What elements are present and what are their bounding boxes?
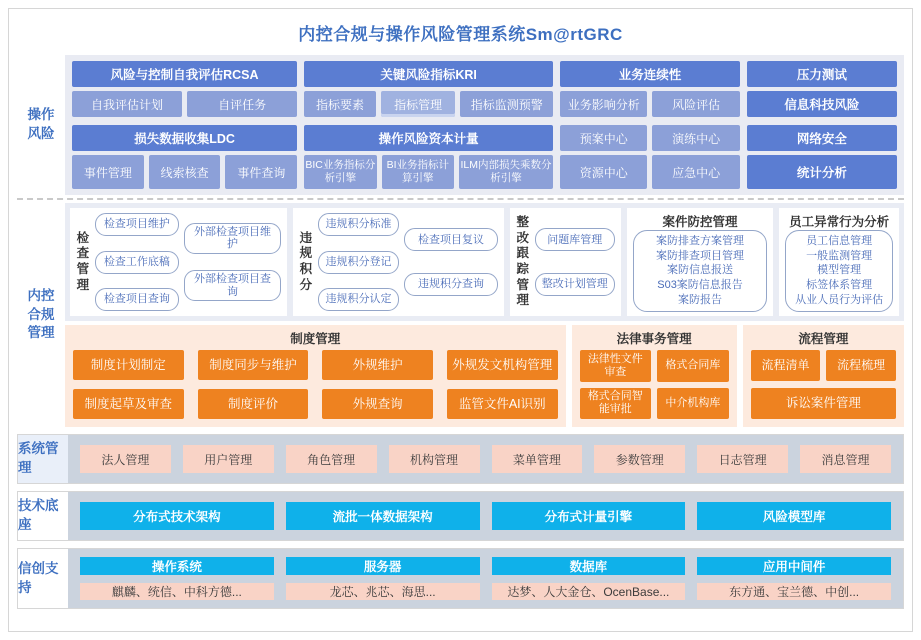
- system-mgmt-content: [68, 435, 903, 483]
- tech-item: 分布式技术架构: [80, 502, 274, 530]
- opr-column-kri-capital: [304, 61, 553, 189]
- legal-item: 法律性文件审查: [580, 350, 652, 382]
- inspection-item: 检查工作底稿: [95, 251, 179, 274]
- xinchuang-header: 应用中间件: [697, 557, 891, 575]
- tech-item: 风险模型库: [697, 502, 891, 530]
- panel-policy-mgmt: [65, 325, 566, 427]
- process-item-wide: 诉讼案件管理: [751, 388, 896, 419]
- violation-item: 违规积分标准: [318, 213, 399, 236]
- center-item: 资源中心: [560, 155, 647, 189]
- process-title: 流程管理: [798, 332, 849, 346]
- inspection-item: 检查项目查询: [95, 288, 179, 311]
- process-grid: [751, 350, 896, 419]
- kri-item: 指标监测预警: [460, 91, 553, 117]
- violation-item: 检查项目复议: [404, 228, 498, 251]
- band-operational-risk: [17, 55, 904, 195]
- xinchuang-header: 操作系统: [80, 557, 274, 575]
- xinchuang-content: [68, 549, 903, 608]
- xinchuang-header: 服务器: [286, 557, 480, 575]
- process-item: 流程梳理: [826, 350, 896, 381]
- inspection-item: 检查项目维护: [95, 213, 179, 236]
- page-title: 内控合规与操作风险管理系统Sm@rtGRC: [298, 24, 623, 44]
- process-row: [751, 350, 896, 381]
- ldc-item: 事件查询: [225, 155, 297, 189]
- center-item: 演练中心: [652, 125, 739, 151]
- band-label-xinchuang: 信创支持: [18, 549, 68, 608]
- stress-test-box: 压力测试: [747, 61, 897, 87]
- legal-grid: [580, 350, 729, 419]
- system-item: 日志管理: [697, 445, 788, 473]
- legal-title: 法律事务管理: [616, 332, 692, 346]
- legal-item: 格式合同库: [657, 350, 729, 382]
- employee-behavior-list: [785, 230, 893, 312]
- tech-base-content: [68, 492, 903, 540]
- system-item: 参数管理: [594, 445, 685, 473]
- inspection-col1: [95, 213, 179, 311]
- bcm-header: 业务连续性: [560, 61, 740, 87]
- process-item: 流程清单: [751, 350, 821, 381]
- policy-grid: [73, 350, 558, 419]
- panel-legal-affairs: [572, 325, 737, 427]
- system-item: 消息管理: [800, 445, 891, 473]
- capital-engine: ILM内部损失乘数分析引擎: [459, 155, 553, 189]
- violation-label: 违规积分: [299, 230, 313, 292]
- employee-behavior-line: 标签体系管理: [806, 279, 873, 292]
- kri-item: 指标管理: [381, 91, 456, 117]
- policy-item: 制度起草及审查: [73, 389, 184, 419]
- band-tech-base: [17, 491, 904, 541]
- rectification-label: 整改跟踪管理: [516, 215, 529, 308]
- system-item: 法人管理: [80, 445, 171, 473]
- capital-header: 操作风险资本计量: [304, 125, 553, 151]
- compliance-upper-row: [65, 203, 904, 321]
- rcsa-items-row: [72, 91, 297, 117]
- capital-engine: BI业务指标计算引擎: [382, 155, 454, 189]
- diagram-page: [8, 8, 913, 632]
- band-label-compliance: 内控合规管理: [27, 287, 55, 341]
- center-item: 预案中心: [560, 125, 647, 151]
- tech-item: 流批一体数据架构: [286, 502, 480, 530]
- case-prevention-line: 案防排查方案管理: [656, 235, 745, 247]
- violation-item: 违规积分查询: [404, 273, 498, 296]
- violation-item: 违规积分登记: [318, 251, 399, 274]
- rcsa-header: 风险与控制自我评估RCSA: [72, 61, 297, 87]
- inspection-label: 检查管理: [76, 230, 90, 292]
- xinchuang-vendors: 龙芯、兆芯、海思...: [286, 583, 480, 600]
- violation-col1: [318, 213, 399, 311]
- ldc-item: 事件管理: [72, 155, 144, 189]
- system-item: 菜单管理: [492, 445, 583, 473]
- xinchuang-header: 数据库: [492, 557, 686, 575]
- policy-item: 制度评价: [198, 389, 309, 419]
- dashed-divider: [17, 198, 904, 200]
- policy-item: 制度计划制定: [73, 350, 184, 380]
- policy-item: 外规发文机构管理: [447, 350, 558, 380]
- employee-behavior-line: 员工信息管理: [806, 235, 873, 247]
- capital-items-row: [304, 155, 553, 189]
- panel-case-prevention: [627, 208, 773, 316]
- kri-header: 关键风险指标KRI: [304, 61, 553, 87]
- centers-row-2: [560, 155, 740, 189]
- bcm-item: 风险评估: [652, 91, 739, 117]
- band-label-operational-risk: 操作风险: [27, 107, 55, 141]
- ldc-items-row: [72, 155, 297, 189]
- case-prevention-title: 案件防控管理: [662, 215, 738, 229]
- employee-behavior-title: 员工异常行为分析: [789, 215, 890, 229]
- opr-column-rcsa-ldc: [72, 61, 297, 189]
- rectification-item: 问题库管理: [535, 228, 615, 251]
- legal-item: 中介机构库: [657, 388, 729, 420]
- xinchuang-column-os: [80, 557, 274, 600]
- system-item: 用户管理: [183, 445, 274, 473]
- policy-item: 制度同步与维护: [198, 350, 309, 380]
- ldc-item: 线索核查: [149, 155, 221, 189]
- rectification-col: [535, 213, 615, 311]
- violation-col2: [404, 213, 498, 311]
- xinchuang-column-middleware: [697, 557, 891, 600]
- xinchuang-column-database: [492, 557, 686, 600]
- bcm-items-row: [560, 91, 740, 117]
- tech-item: 分布式计量引擎: [492, 502, 686, 530]
- system-item: 角色管理: [286, 445, 377, 473]
- it-risk-box: 信息科技风险: [747, 91, 897, 117]
- case-prevention-line: 案防报告: [678, 293, 723, 306]
- employee-behavior-line: 一般监测管理: [806, 249, 873, 262]
- network-security-box: 网络安全: [747, 125, 897, 151]
- panel-violation: [293, 208, 504, 316]
- xinchuang-vendors: 东方通、宝兰德、中创...: [697, 583, 891, 600]
- opr-column-bcm-centers: [560, 61, 740, 189]
- xinchuang-vendors: 麒麟、统信、中科方德...: [80, 583, 274, 600]
- compliance-lower-row: [65, 325, 904, 427]
- band-label-system-mgmt: 系统管理: [18, 435, 68, 483]
- capital-engine: BIC业务指标分析引擎: [304, 155, 376, 189]
- statistics-box: 统计分析: [747, 155, 897, 189]
- operational-risk-content: [65, 55, 904, 195]
- band-xinchuang: [17, 548, 904, 609]
- panel-process-mgmt: [743, 325, 904, 427]
- system-item: 机构管理: [389, 445, 480, 473]
- band-system-mgmt: [17, 434, 904, 484]
- ldc-header: 损失数据收集LDC: [72, 125, 297, 151]
- bcm-item: 业务影响分析: [560, 91, 647, 117]
- case-prevention-line: S03案防信息报告: [657, 279, 743, 292]
- panel-rectification: [510, 208, 621, 316]
- inspection-item: 外部检查项目查询: [184, 270, 281, 301]
- process-row: [751, 388, 896, 419]
- opr-column-right: [747, 61, 897, 189]
- rcsa-item: 自评任务: [187, 91, 297, 117]
- xinchuang-column-server: [286, 557, 480, 600]
- rectification-item: 整改计划管理: [535, 273, 615, 296]
- employee-behavior-line: 从业人员行为评估: [795, 293, 884, 306]
- xinchuang-vendors: 达梦、人大金仓、OcenBase...: [492, 583, 686, 600]
- center-item: 应急中心: [652, 155, 739, 189]
- panel-inspection: [70, 208, 287, 316]
- case-prevention-line: 案防信息报送: [667, 264, 734, 277]
- policy-item: 外规查询: [322, 389, 433, 419]
- kri-items-row: [304, 91, 553, 117]
- policy-item: 监管文件AI识别: [447, 389, 558, 419]
- inspection-item: 外部检查项目维护: [184, 223, 281, 254]
- rcsa-item: 自我评估计划: [72, 91, 182, 117]
- policy-item: 外规维护: [322, 350, 433, 380]
- employee-behavior-line: 模型管理: [817, 264, 862, 277]
- band-label-tech-base: 技术底座: [18, 492, 68, 540]
- band-compliance: [17, 203, 904, 427]
- case-prevention-line: 案防排查项目管理: [656, 249, 745, 262]
- violation-item: 违规积分认定: [318, 288, 399, 311]
- centers-row-1: [560, 125, 740, 151]
- case-prevention-list: [633, 230, 767, 312]
- panel-employee-behavior: [779, 208, 899, 316]
- compliance-content: [65, 203, 904, 427]
- kri-item: 指标要素: [304, 91, 376, 117]
- inspection-col2: [184, 213, 281, 311]
- policy-title: 制度管理: [290, 332, 341, 346]
- legal-item: 格式合同智能审批: [580, 388, 652, 420]
